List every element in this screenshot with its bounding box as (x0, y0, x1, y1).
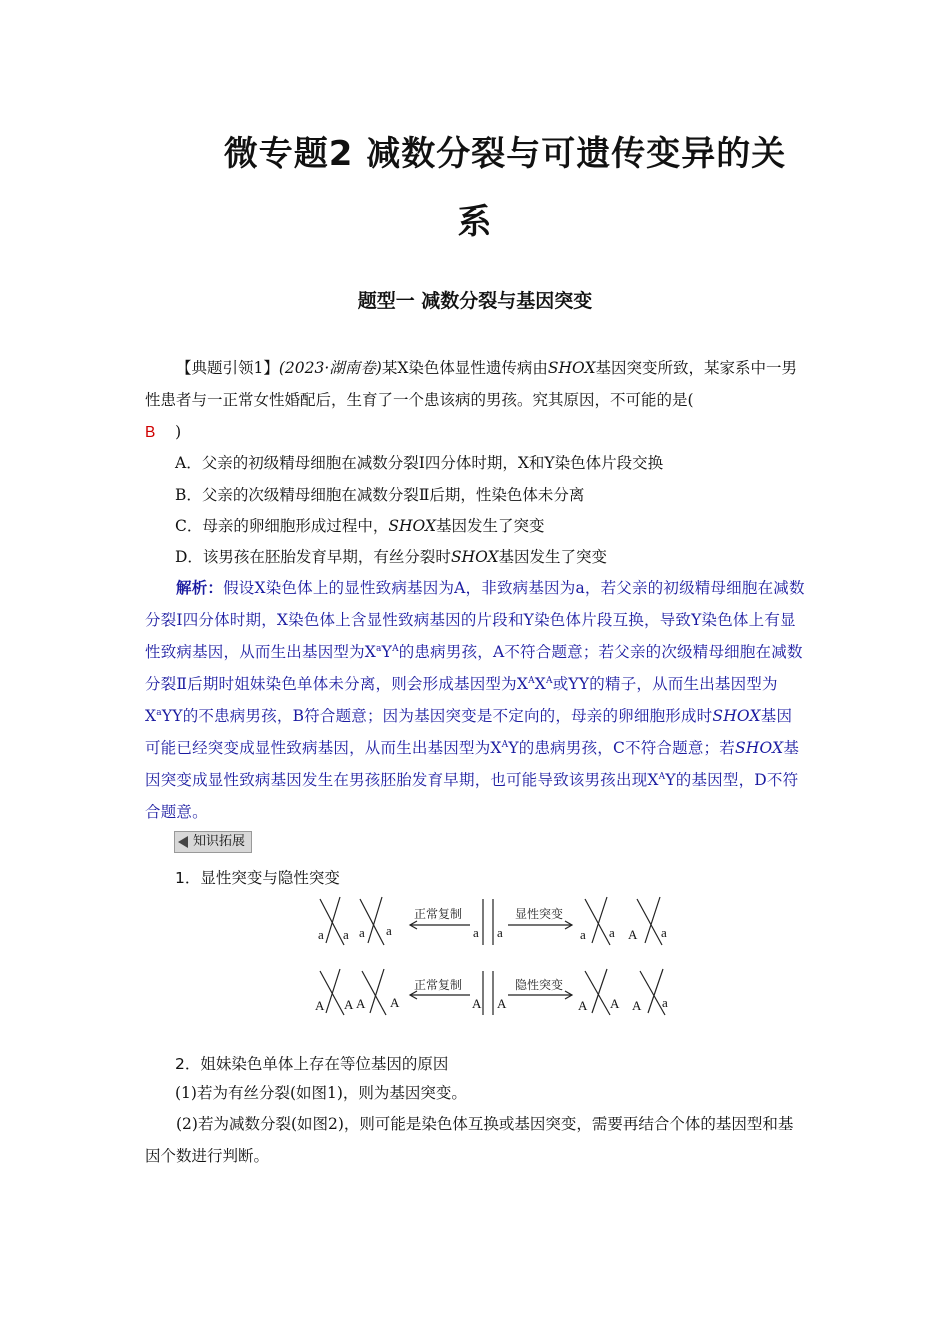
svg-text:A: A (610, 996, 620, 1011)
analysis: 解析：假设X染色体上的显性致病基因为A，非致病基因为a，若父亲的初级精母细胞在减数分裂Ⅰ四分体时期，X染色体上含显性致病基因的片段和Y染色体片段互换，导致Y染色体上有显性致病基因，从而生出基因型为$X^aY^A$的患病男孩，A不符合题意；若父亲的次级精母细胞在减数分裂Ⅱ后期时姐妹染色单体未分离，则会形成基因型为$X^AX^A$或YY的精子，从而生出基因型为$X^aYY$的不患病男孩，B符合题意；因为基因突变是不定向的，母亲的卵细胞形成时SHOX基因可能已经突变成显性致病基因，从而生出基因型为$X^AY$的患病男孩，C不符合题意；若SHOX基因突变成显性致病基因发生在男孩胚胎发育早期，也可能导致该男孩出现$X^AY$的基因型，D不符合题意。 (145, 578, 805, 821)
svg-text:A: A (315, 998, 325, 1013)
answer: B (145, 424, 156, 441)
arrow-label-normal-2: 正常复制 (414, 978, 463, 992)
svg-text:a: a (661, 925, 667, 940)
svg-text:A: A (628, 927, 638, 942)
knowledge-tag: 知识拓展 (174, 831, 252, 853)
svg-text:A: A (578, 998, 588, 1013)
svg-text:a: a (343, 927, 349, 942)
svg-text:A: A (632, 998, 642, 1013)
svg-text:a: a (318, 927, 324, 942)
speaker-icon (178, 836, 188, 848)
arrow-label-normal-1: 正常复制 (414, 907, 463, 921)
option-c: C．母亲的卵细胞形成过程中，SHOX基因发生了突变 (175, 517, 545, 535)
svg-text:a: a (580, 927, 586, 942)
question-source: (2023·湖南卷) (278, 359, 382, 377)
section-title: 题型一 减数分裂与基因突变 (357, 290, 593, 312)
page-title: 微专题2 减数分裂与可遗传变异的关 (223, 134, 787, 174)
option-d: D．该男孩在胚胎发育早期，有丝分裂时SHOX基因发生了突变 (175, 548, 608, 566)
svg-text:A: A (390, 995, 400, 1010)
svg-text:a: a (386, 923, 392, 938)
svg-text:A: A (344, 997, 354, 1012)
analysis-label: 解析： (176, 578, 224, 597)
paragraph-2: (2)若为减数分裂(如图2)，则可能是染色体互换或基因突变，需要再结合个体的基因型和基因个数进行判断。 (145, 1115, 794, 1165)
svg-text:a: a (497, 925, 503, 940)
question-lead: 【典题引领1】 (176, 359, 279, 377)
page-title-continued: 系 (457, 202, 493, 242)
heading-dominant-recessive: 1．显性突变与隐性突变 (175, 869, 340, 887)
mutation-diagram (310, 893, 680, 1028)
arrow-label-dominant: 显性突变 (515, 907, 564, 921)
heading-sister-chromatids: 2．姐妹染色单体上存在等位基因的原因 (175, 1055, 449, 1073)
svg-text:A: A (356, 996, 366, 1011)
option-a: A．父亲的初级精母细胞在减数分裂Ⅰ四分体时期，X和Y染色体片段交换 (175, 454, 664, 472)
arrow-label-recessive: 隐性突变 (515, 978, 564, 992)
paragraph-1: (1)若为有丝分裂(如图1)，则为基因突变。 (175, 1084, 467, 1102)
svg-text:a: a (662, 995, 668, 1010)
svg-text:a: a (473, 925, 479, 940)
option-b: B．父亲的次级精母细胞在减数分裂Ⅱ后期，性染色体未分离 (175, 486, 585, 504)
svg-text:A: A (497, 996, 507, 1011)
question-stem: 【典题引领1】(2023·湖南卷)某X染色体显性遗传病由SHOX基因突变所致，某家系中一男性患者与一正常女性婚配后，生育了一个患该病的男孩。究其原因，不可能的是( B ) (145, 359, 798, 441)
svg-text:a: a (609, 925, 615, 940)
svg-text:a: a (359, 925, 365, 940)
svg-text:A: A (472, 996, 482, 1011)
